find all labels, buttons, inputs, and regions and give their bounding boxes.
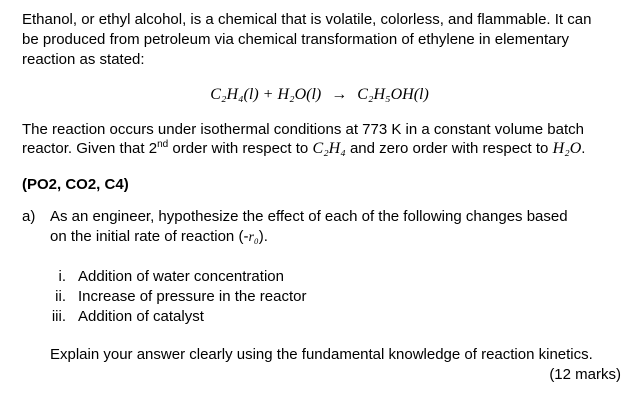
conditions-line-2	[22, 140, 585, 158]
outcomes-label: (PO2, CO2, C4)	[22, 176, 129, 193]
intro-line-2: be produced from petroleum via chemical transformation of ethylene in elementary	[22, 31, 569, 48]
equation-reactants: C₂H₄(l) + H₂O(l)	[210, 86, 322, 103]
species-ethylene: C₂H₄	[312, 140, 346, 157]
item-numeral: i.	[58, 268, 66, 285]
species-water: H₂O	[552, 140, 582, 157]
conditions-text-a: reactor. Given that 2	[22, 140, 158, 157]
equation-products: C₂H₅OH(l)	[357, 86, 429, 103]
question-a-text-2b: ).	[258, 228, 268, 245]
conditions-text-b: order with respect to	[168, 140, 313, 157]
reaction-arrow: →	[331, 86, 348, 103]
question-a-text-2a: on the initial rate of reaction (-	[50, 228, 249, 245]
item-text: Addition of water concentration	[78, 268, 284, 285]
intro-line-3: reaction as stated:	[22, 51, 145, 68]
item-numeral: ii.	[55, 288, 66, 305]
list-item	[36, 268, 284, 286]
ordinal-suffix: nd	[157, 139, 169, 150]
list-item	[36, 308, 204, 326]
conditions-text-c: and zero order with respect to	[345, 140, 553, 157]
list-item	[36, 288, 306, 306]
question-a-text-1: As an engineer, hypothesize the effect of each of the following changes based	[50, 208, 568, 225]
marks-label: (12 marks)	[549, 366, 621, 383]
item-text: Addition of catalyst	[78, 308, 204, 325]
intro-line-1: Ethanol, or ethyl alcohol, is a chemical that is volatile, colorless, and flammable. It can	[22, 11, 592, 28]
item-numeral: iii.	[51, 308, 66, 325]
question-a-line-1	[22, 208, 568, 226]
reaction-equation	[0, 86, 639, 104]
explain-instruction: Explain your answer clearly using the fundamental knowledge of reaction kinetics.	[50, 346, 593, 363]
item-text: Increase of pressure in the reactor	[78, 288, 307, 305]
conditions-period: .	[581, 140, 586, 157]
conditions-line-1: The reaction occurs under isothermal conditions at 773 K in a constant volume batch	[22, 121, 584, 138]
rate-symbol: r₀	[248, 230, 259, 245]
question-a-line-2	[50, 228, 268, 247]
question-a-label: a)	[22, 208, 36, 225]
